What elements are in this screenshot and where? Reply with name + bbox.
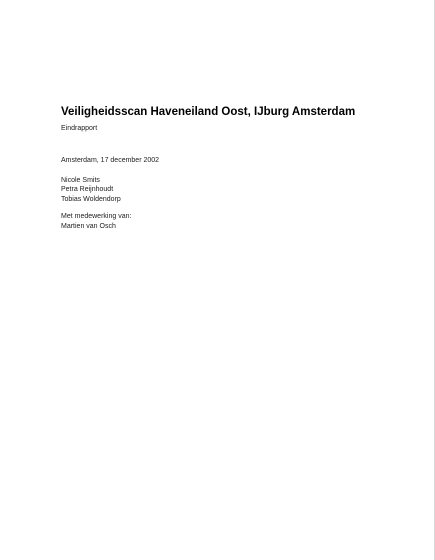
author-name: Petra Reijnhoudt — [61, 186, 114, 193]
author-name: Tobias Woldendorp — [61, 195, 121, 203]
metadata-block — [61, 156, 361, 231]
collaboration-label: Met medewerking van: — [61, 213, 132, 220]
place-date: Amsterdam, 17 december 2002 — [61, 157, 160, 164]
collaborator-name: Martien van Osch — [61, 222, 116, 230]
author-list — [61, 176, 361, 205]
author-name: Nicole Smits — [61, 176, 100, 184]
document-subtitle: Eindrapport — [61, 125, 98, 132]
title-block — [61, 104, 401, 134]
document-title: Veiligheidsscan Haveneiland Oost, IJburg Amsterdam — [61, 106, 356, 118]
collaboration-block — [61, 212, 361, 231]
